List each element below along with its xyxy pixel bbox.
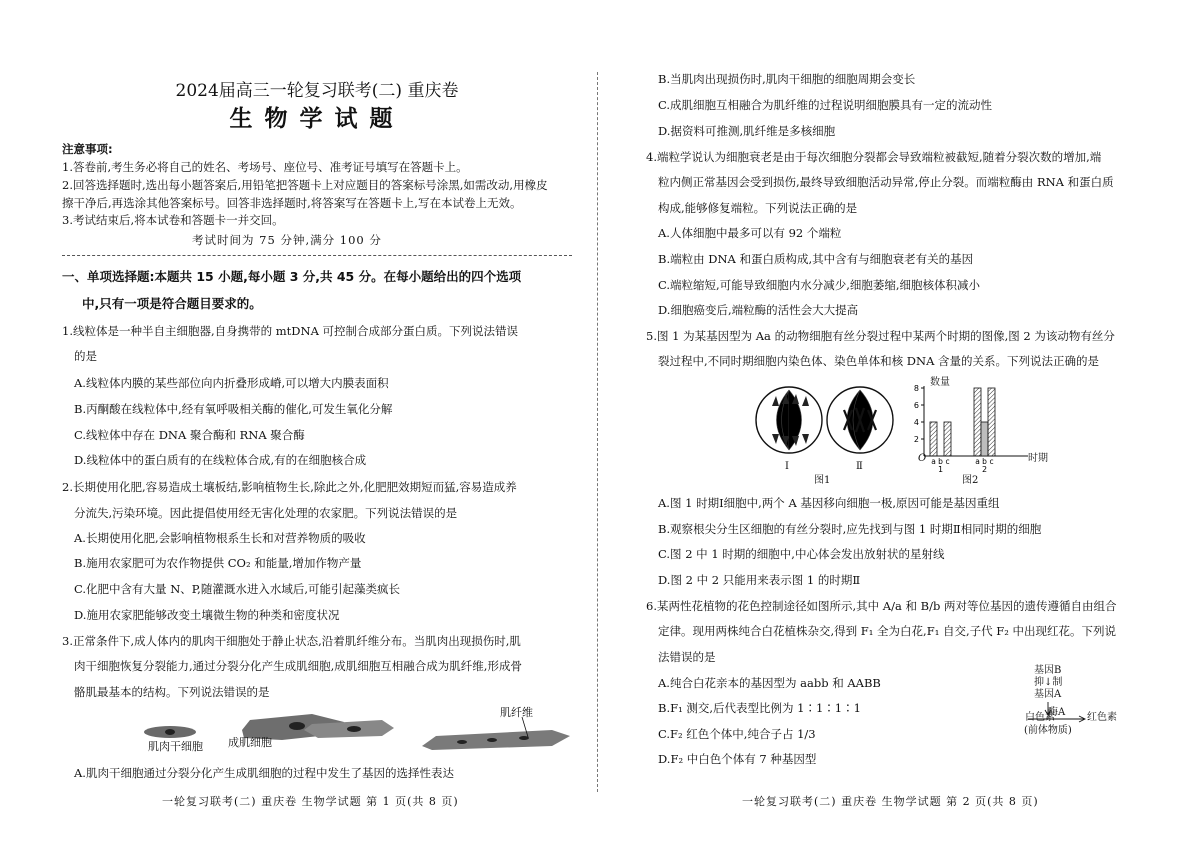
q1-option-c: C.线粒体中存在 DNA 聚合酶和 RNA 聚合酶 (74, 428, 305, 442)
page-divider (597, 72, 598, 792)
fig-label-stem-cell: 肌肉干细胞 (148, 740, 203, 753)
cell-II-label: Ⅱ (856, 461, 863, 472)
q6-stem-cont: 法错误的是 (658, 650, 716, 664)
bar-1-c (944, 422, 951, 456)
pathway-red: 红色素 (1087, 712, 1117, 723)
y-tick-label: 2 (913, 435, 919, 444)
bar-2-a (974, 388, 981, 456)
myoblast-nucleus (289, 722, 305, 730)
pathway-inhibit: 抑↓制 (1034, 677, 1063, 688)
section-heading: 一、单项选择题:本题共 15 小题,每小题 3 分,共 45 分。在每小题给出的四个选项 (62, 269, 522, 284)
q1-option-d: D.线粒体中的蛋白质有的在线粒体合成,有的在细胞核合成 (74, 453, 367, 467)
q3-stem-cont: 肉干细胞恢复分裂能力,通过分裂分化产生成肌细胞,成肌细胞互相融合成为肌纤维,形成骨 (74, 659, 522, 673)
q3-option-b: B.当肌肉出现损伤时,肌肉干细胞的细胞周期会变长 (658, 72, 916, 86)
q6-option-d: D.F₂ 中白色个体有 7 种基因型 (658, 752, 817, 766)
q1-stem-cont: 的是 (74, 349, 97, 363)
cell-I-label: Ⅰ (785, 461, 789, 472)
y-tick-label: 8 (913, 384, 919, 393)
q2-option-a: A.长期使用化肥,会影响植物根系生长和对营养物质的吸收 (74, 531, 366, 545)
subject-title: 生物学试题 (229, 106, 405, 132)
fiber-nucleus (457, 740, 467, 744)
group-label: 2 (981, 465, 988, 474)
figure-2-label: 图2 (962, 475, 979, 486)
q1-option-a: A.线粒体内膜的某些部位向内折叠形成嵴,可以增大内膜表面积 (74, 376, 389, 390)
q4-stem-cont: 构成,能够修复端粒。下列说法正确的是 (658, 201, 858, 215)
bar-label: a (931, 457, 936, 466)
q3-option-c: C.成肌细胞互相融合为肌纤维的过程说明细胞膜具有一定的流动性 (658, 98, 993, 112)
q6-option-a: A.纯合白花亲本的基因型为 aabb 和 AABB (658, 676, 881, 690)
figure-1-cells (754, 382, 894, 462)
notice-item: 3.考试结束后,将本试卷和答题卡一并交回。 (62, 213, 284, 227)
q2-stem: 2.长期使用化肥,容易造成土壤板结,影响植物生长,除此之外,化肥肥效期短而猛,容易造成养 (62, 480, 517, 494)
chart-x-label: 时期 (1028, 453, 1048, 464)
pathway-gene-a: 基因A (1034, 689, 1062, 700)
chart-origin: O (918, 453, 927, 464)
footer-right: 一轮复习联考(二) 重庆卷 生物学试题 第 2 页(共 8 页) (742, 795, 1039, 808)
bar-label: b (982, 457, 987, 466)
q6-stem: 6.某两性花植物的花色控制途径如图所示,其中 A/a 和 B/b 两对等位基因的遗传遵循自由组合 (646, 599, 1117, 613)
q4-stem-cont: 粒内侧正常基因会受到损伤,最终导致细胞活动异常,停止分裂。而端粒酶由 RNA 和蛋白质 (658, 175, 1114, 189)
q4-option-b: B.端粒由 DNA 和蛋白质构成,其中含有与细胞衰老有关的基因 (658, 252, 974, 266)
time-score: 考试时间为 75 分钟,满分 100 分 (192, 233, 382, 247)
bar-label: b (938, 457, 943, 466)
q3-option-d: D.据资料可推测,肌纤维是多核细胞 (658, 124, 836, 138)
pathway-white: 白色素 (1025, 712, 1055, 723)
bar-label: a (975, 457, 980, 466)
q5-option-a: A.图 1 时期Ⅰ细胞中,两个 A 基因移向细胞一极,原因可能是基因重组 (658, 496, 1000, 510)
section-heading-cont: 中,只有一项是符合题目要求的。 (82, 296, 262, 311)
fig-label-myoblast: 成肌细胞 (228, 736, 272, 749)
bar-1-a (930, 422, 937, 456)
chart-y-label: 数量 (930, 377, 950, 388)
q6-stem-cont: 定律。现用两株纯合白花植株杂交,得到 F₁ 全为白花,F₁ 自交,子代 F₂ 中出现红花。下列说 (658, 624, 1117, 638)
q5-option-d: D.图 2 中 2 只能用来表示图 1 的时期Ⅱ (658, 573, 861, 587)
q6-option-b: B.F₁ 测交,后代表型比例为 1∶1∶1∶1 (658, 701, 861, 715)
bar-label: c (989, 457, 994, 466)
bar-2-c (988, 388, 995, 456)
notice-divider (62, 255, 572, 256)
q5-stem: 5.图 1 为某基因型为 Aa 的动物细胞有丝分裂过程中某两个时期的图像,图 2 为该动物有丝分 (646, 329, 1115, 343)
exam-title: 2024届高三一轮复习联考(二) 重庆卷 (175, 81, 459, 101)
stem-cell-nucleus (165, 729, 175, 735)
footer-left: 一轮复习联考(二) 重庆卷 生物学试题 第 1 页(共 8 页) (162, 795, 459, 808)
q2-option-c: C.化肥中含有大量 N、P,随灌溉水进入水域后,可能引起藻类疯长 (74, 582, 400, 596)
figure-1-label: 图1 (814, 475, 831, 486)
myoblast-nucleus (347, 726, 361, 732)
q1-option-b: B.丙酮酸在线粒体中,经有氧呼吸相关酶的催化,可发生氧化分解 (74, 402, 393, 416)
pathway-precursor: (前体物质) (1024, 725, 1072, 736)
q3-stem: 3.正常条件下,成人体内的肌肉干细胞处于静止状态,沿着肌纤维分布。当肌肉出现损伤时,肌 (62, 634, 521, 648)
q5-option-b: B.观察根尖分生区细胞的有丝分裂时,应先找到与图 1 时期Ⅱ相同时期的细胞 (658, 522, 1042, 536)
q4-stem: 4.端粒学说认为细胞衰老是由于每次细胞分裂都会导致端粒被截短,随着分裂次数的增加,端 (646, 150, 1102, 164)
q3-stem-cont: 骼肌最基本的结构。下列说法错误的是 (74, 685, 270, 699)
fig-label-fiber: 肌纤维 (500, 706, 533, 719)
q2-option-d: D.施用农家肥能够改变土壤微生物的种类和密度状况 (74, 608, 340, 622)
bar-label: c (945, 457, 950, 466)
q3-option-a: A.肌肉干细胞通过分裂分化产生成肌细胞的过程中发生了基因的选择性表达 (74, 766, 454, 780)
q2-option-b: B.施用农家肥可为农作物提供 CO₂ 和能量,增加作物产量 (74, 556, 362, 570)
pathway-enzyme: 酶A (1048, 707, 1066, 718)
q5-stem-cont: 裂过程中,不同时期细胞内染色体、染色单体和核 DNA 含量的关系。下列说法正确的是 (658, 354, 1100, 368)
q6-option-c: C.F₂ 红色个体中,纯合子占 1/3 (658, 727, 816, 741)
notice-item: 擦干净后,再选涂其他答案标号。回答非选择题时,将答案写在答题卡上,写在本试卷上无效。 (62, 196, 522, 210)
q1-stem: 1.线粒体是一种半自主细胞器,自身携带的 mtDNA 可控制合成部分蛋白质。下列说法错误 (62, 324, 519, 338)
y-tick-label: 6 (913, 401, 919, 410)
q5-option-c: C.图 2 中 1 时期的细胞中,中心体会发出放射状的星射线 (658, 547, 945, 561)
q4-option-d: D.细胞癌变后,端粒酶的活性会大大提高 (658, 303, 859, 317)
fiber-nucleus (487, 738, 497, 742)
group-label: 1 (937, 465, 944, 474)
notice-item: 2.回答选择题时,选出每小题答案后,用铅笔把答题卡上对应题目的答案标号涂黑,如需改动,用橡皮 (62, 178, 548, 192)
q4-option-c: C.端粒缩短,可能导致细胞内水分减少,细胞萎缩,细胞核体积减小 (658, 278, 981, 292)
notice-item: 1.答卷前,考生务必将自己的姓名、考场号、座位号、准考证号填写在答题卡上。 (62, 160, 468, 174)
pathway-gene-b: 基因B (1034, 665, 1062, 676)
q2-stem-cont: 分流失,污染环境。因此提倡使用经无害化处理的农家肥。下列说法错误的是 (74, 506, 458, 520)
q4-option-a: A.人体细胞中最多可以有 92 个端粒 (658, 226, 842, 240)
y-tick-label: 4 (913, 418, 919, 427)
bar-2-b (981, 422, 988, 456)
notice-title: 注意事项: (62, 142, 113, 156)
